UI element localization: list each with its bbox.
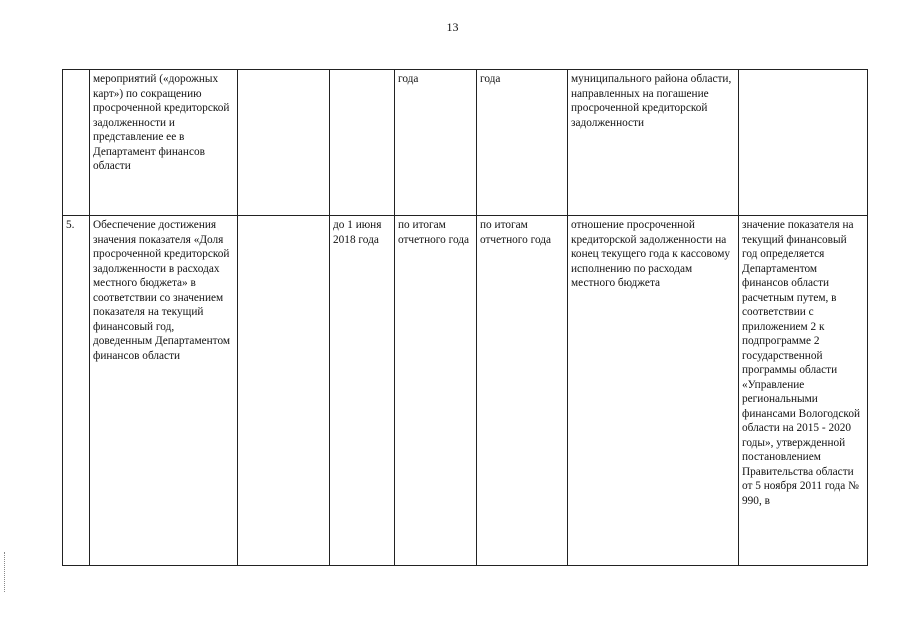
cell-indicator: отношение просроченной кредиторской задолженности на конец текущего года к кассовому исполнению по расходам местного бюджета: [568, 216, 739, 566]
cell-number: [63, 70, 90, 216]
cell-start: года: [395, 70, 477, 216]
cell-deadline: [330, 70, 395, 216]
cell-end: года: [477, 70, 568, 216]
cell-executor: [238, 70, 330, 216]
cell-measure: Обеспечение достижения значения показателя «Доля просроченной кредиторской задолженности в расходах местного бюджета» в соответствии со значением показателя на текущий финансовый год, доведенным Департаментом финансов области: [90, 216, 238, 566]
cell-note: значение показателя на текущий финансовый год определяется Департаментом финансов области расчетным путем, в соответствии с приложением 2 к подпрограмме 2 государственной программы области «Управление региональными финансами Вологодской области на 2015 - 2020 годы», утвержденной постановлением Правительства области от 5 ноября 2011 года № 990, в: [739, 216, 868, 566]
cell-start: по итогам отчетного года: [395, 216, 477, 566]
cell-deadline: до 1 июня 2018 года: [330, 216, 395, 566]
table-row: [63, 216, 868, 566]
cell-indicator: муниципального района области, направленных на погашение просроченной кредиторской задолженности: [568, 70, 739, 216]
scan-margin-marks: [4, 552, 7, 592]
cell-end: по итогам отчетного года: [477, 216, 568, 566]
table-row: [63, 70, 868, 216]
page-number: 13: [446, 20, 459, 34]
measures-table: [62, 69, 868, 566]
cell-note: [739, 70, 868, 216]
cell-executor: [238, 216, 330, 566]
cell-measure: мероприятий («дорожных карт») по сокращению просроченной кредиторской задолженности и представление ее в Департамент финансов области: [90, 70, 238, 216]
cell-number: 5.: [63, 216, 90, 566]
